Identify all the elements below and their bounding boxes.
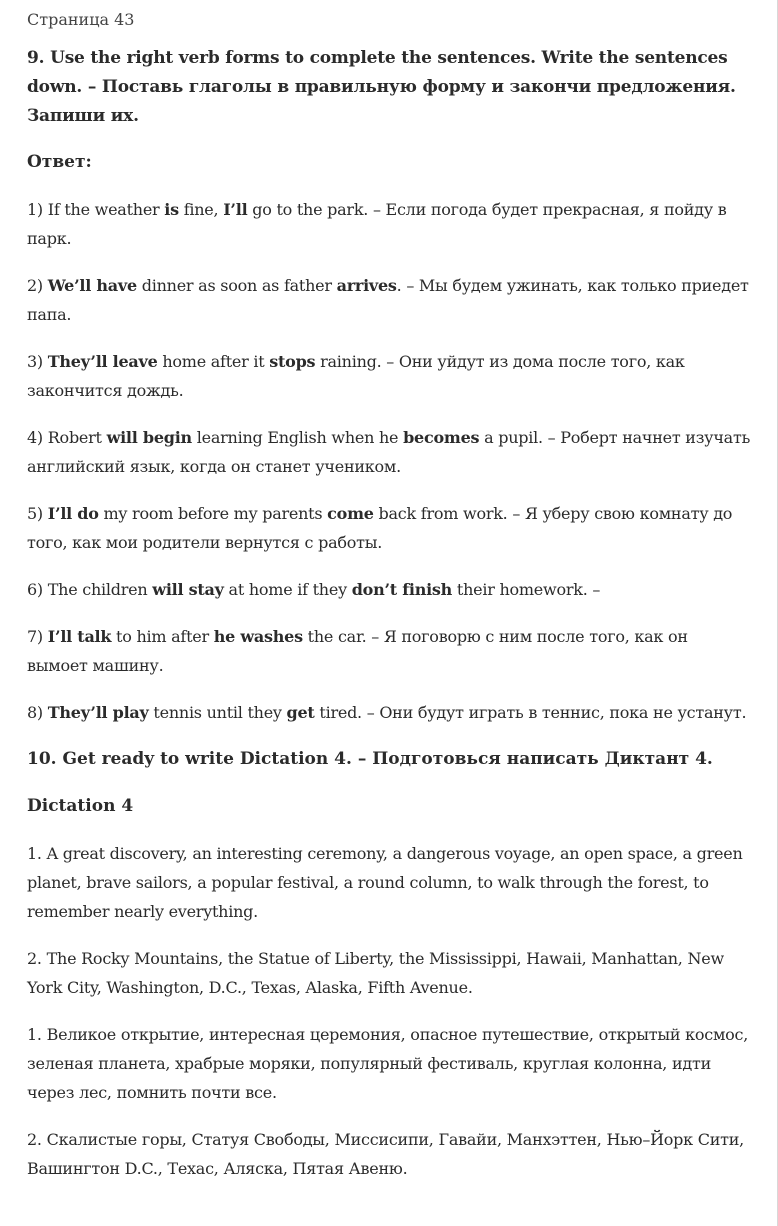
dictation-title: Dictation 4 <box>27 796 134 816</box>
page-label: Страница 43 <box>27 10 135 29</box>
answer-label: Ответ: <box>27 152 92 172</box>
answer-item: 2) We’ll have dinner as soon as father arrives. – Мы будем ужинать, как только приедет папа. <box>27 276 749 324</box>
answer-item: 6) The children will stay at home if they don’t finish their homework. – <box>27 580 601 599</box>
answer-item: 5) I’ll do my room before my parents come back from work. – Я уберу свою комнату до того, как мои родители вернутся с работы. <box>27 504 733 552</box>
task-9-title: 9. Use the right verb forms to complete the sentences. Write the sentences down. – Поставь глаголы в правильную форму и закончи предложения. Запиши их. <box>27 48 736 126</box>
answer-item: 1) If the weather is fine, I’ll go to the park. – Если погода будет прекрасная, я пойду в парк. <box>27 200 727 248</box>
answer-item: 4) Robert will begin learning English when he becomes a pupil. – Роберт начнет изучать английский язык, когда он станет учеником. <box>27 428 751 476</box>
task-10-title: 10. Get ready to write Dictation 4. – Подготовься написать Диктант 4. <box>27 749 713 769</box>
dictation-russian-part-1: 1. Великое открытие, интересная церемония, опасное путешествие, открытый космос, зеленая планета, храбрые моряки, популярный фестиваль, круглая колонна, идти через лес, помнить почти все. <box>27 1025 749 1102</box>
answer-item: 8) They’ll play tennis until they get tired. – Они будут играть в теннис, пока не устанут. <box>27 703 747 722</box>
dictation-english-part-2: 2. The Rocky Mountains, the Statue of Liberty, the Mississippi, Hawaii, Manhattan, New York City, Washington, D.C., Texas, Alaska, Fifth Avenue. <box>27 949 724 997</box>
answer-item: 7) I’ll talk to him after he washes the car. – Я поговорю с ним после того, как он вымоет машину. <box>27 627 688 675</box>
dictation-english-part-1: 1. A great discovery, an interesting ceremony, a dangerous voyage, an open space, a green planet, brave sailors, a popular festival, a round column, to walk through the forest, to remember nearly everything. <box>27 844 743 921</box>
dictation-russian-part-2: 2. Скалистые горы, Статуя Свободы, Миссисипи, Гавайи, Манхэттен, Нью–Йорк Сити, Вашингтон D.C., Техас, Аляска, Пятая Авеню. <box>27 1130 744 1178</box>
answer-item: 3) They’ll leave home after it stops raining. – Они уйдут из дома после того, как закончится дождь. <box>27 352 685 400</box>
